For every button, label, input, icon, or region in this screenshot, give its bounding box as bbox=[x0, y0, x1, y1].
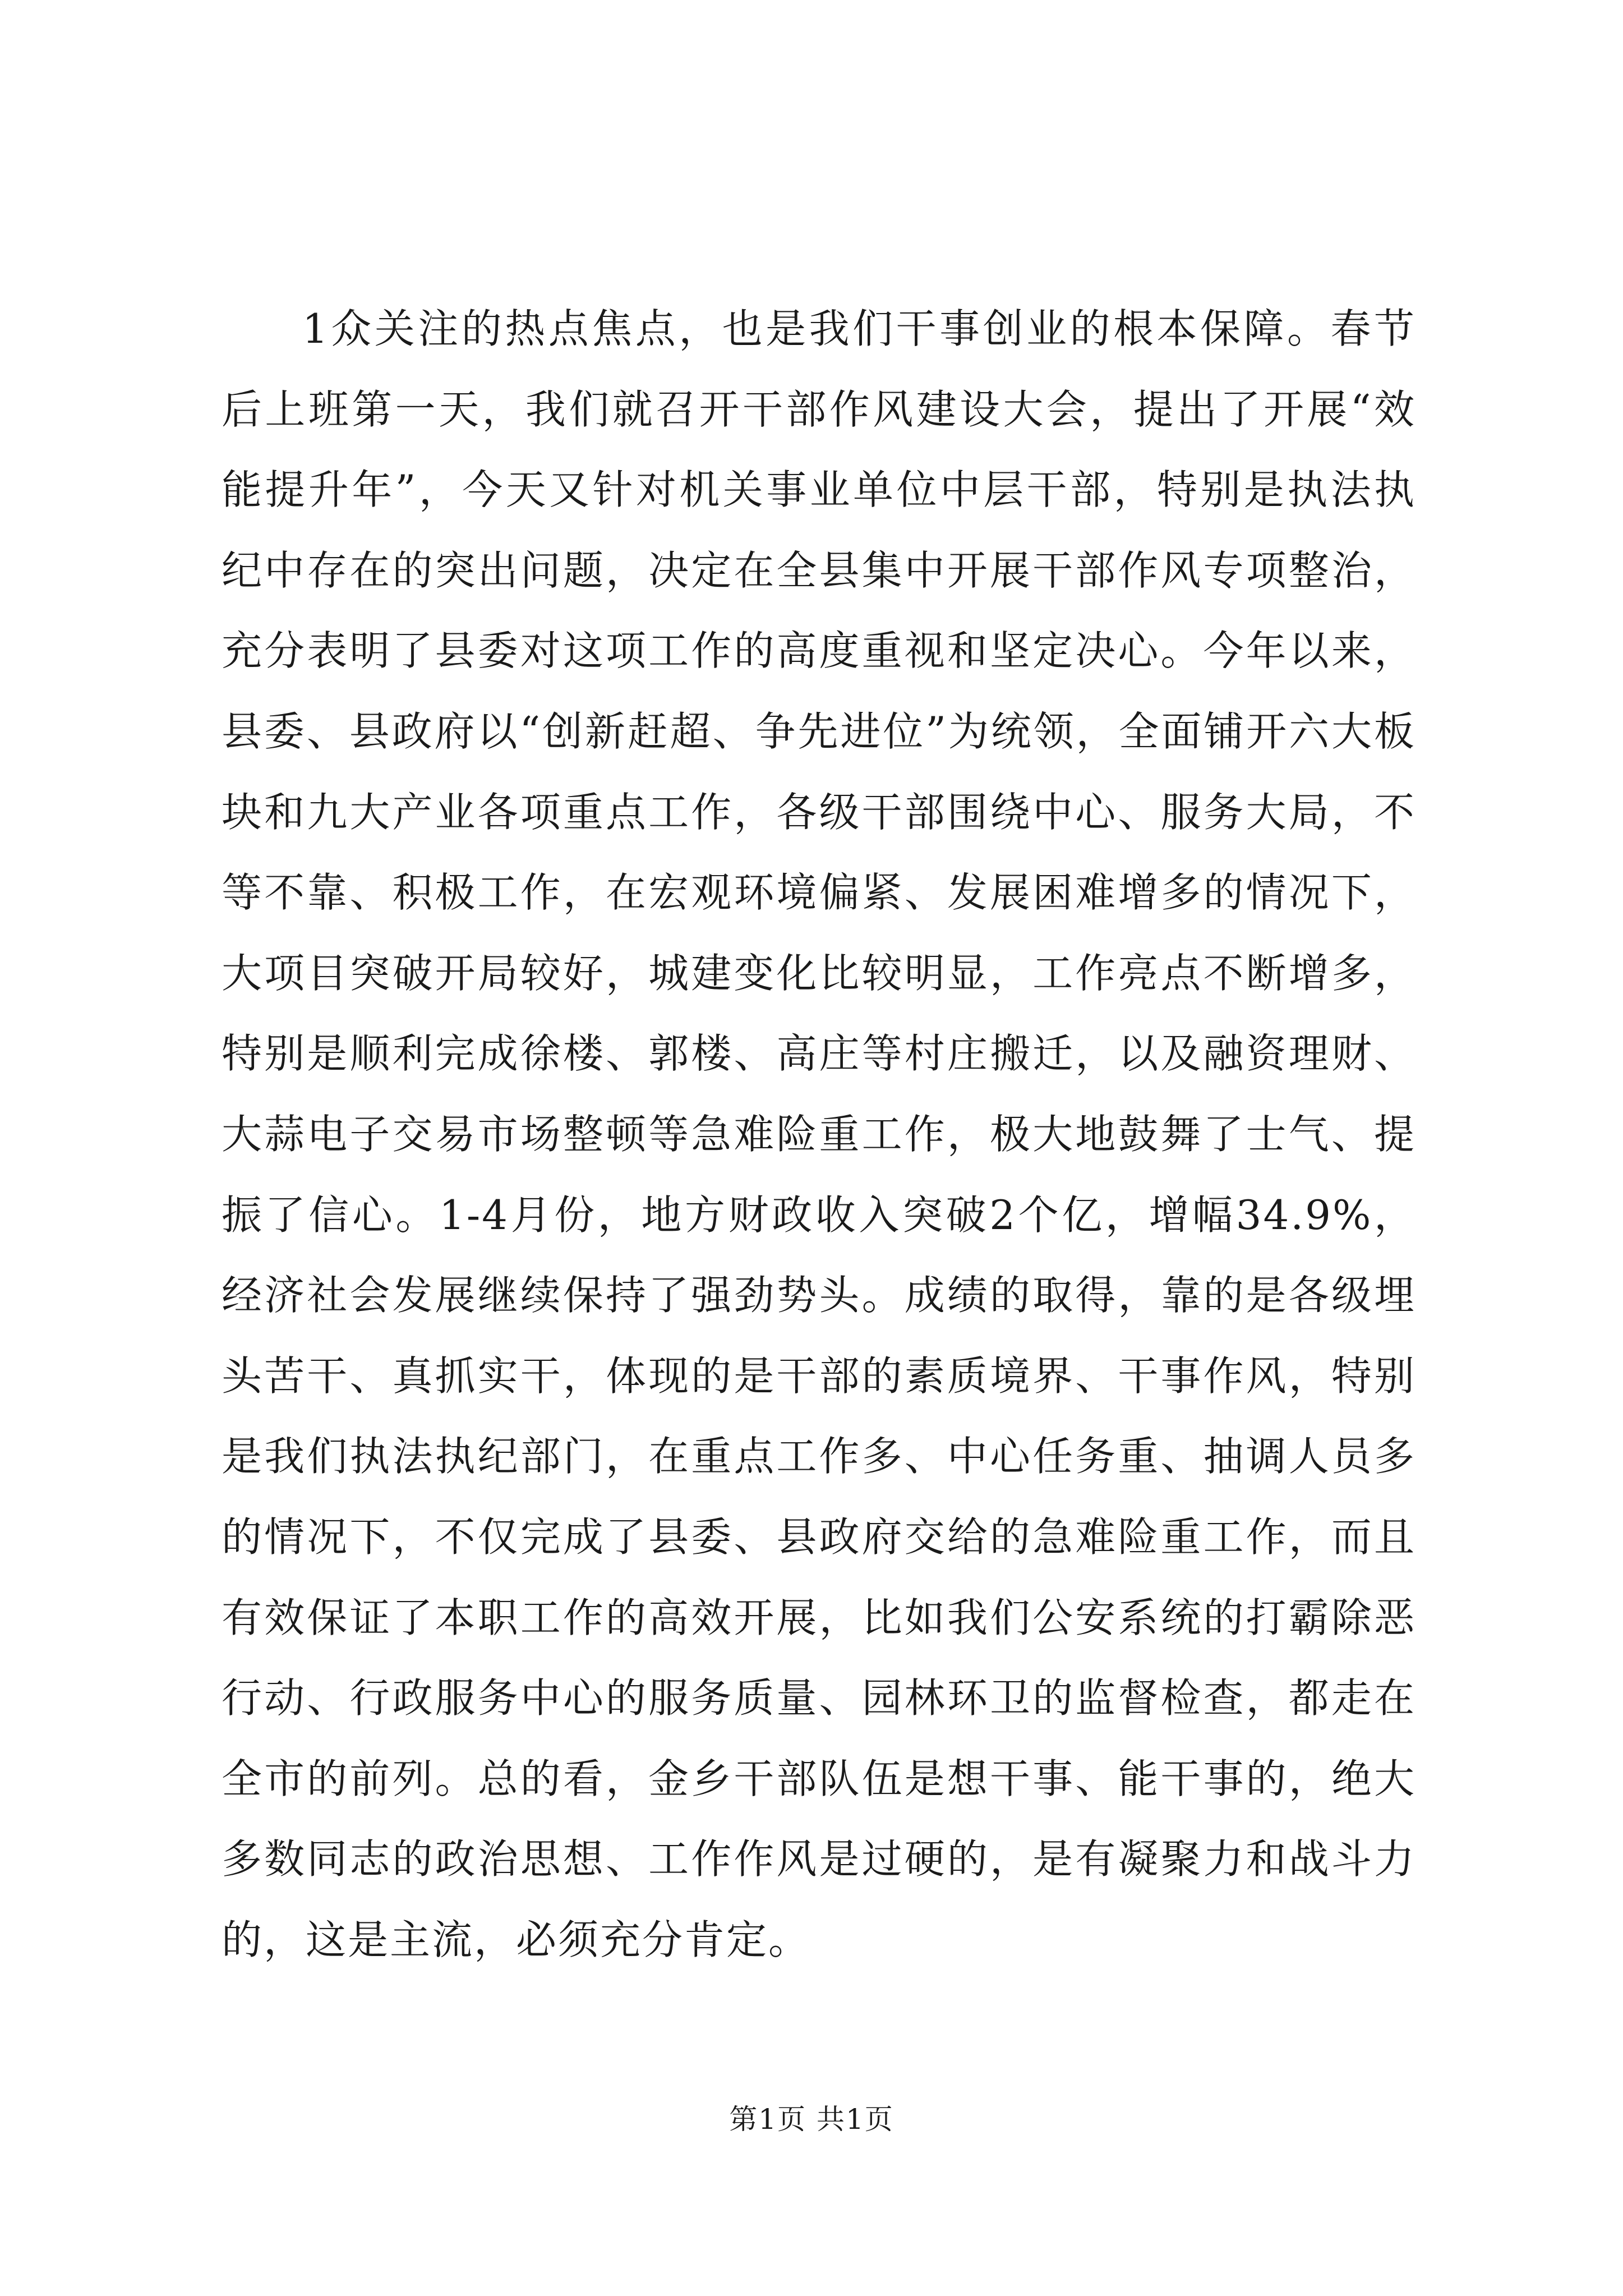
page-footer: 第1页 共1页 bbox=[729, 2103, 894, 2136]
body-paragraph: 1众关注的热点焦点，也是我们干事创业的根本保障。春节后上班第一天，我们就召开干部作风建设大会，提出了开展“效能提升年”，今天又针对机关事业单位中层干部，特别是执法执纪中存在的突出问题，决定在全县集中开展干部作风专项整治，充分表明了县委对这项工作的高度重视和坚定决心。今年以来，县委、县政府以“创新赶超、争先进位”为统领，全面铺开六大板块和九大产业各项重点工作，各级干部围绕中心、服务大局，不等不靠、积极工作，在宏观环境偏紧、发展困难增多的情况下，大项目突破开局较好，城建变化比较明显，工作亮点不断增多，特别是顺利完成徐楼、郭楼、高庄等村庄搬迁，以及融资理财、大蒜电子交易市场整顿等急难险重工作，极大地鼓舞了士气、提振了信心。1-4月份，地方财政收入突破2个亿，增幅34.9%，经济社会发展继续保持了强劲势头。成绩的取得，靠的是各级埋头苦干、真抓实干，体现的是干部的素质境界、干事作风，特别是我们执法执纪部门，在重点工作多、中心任务重、抽调人员多的情况下，不仅完成了县委、县政府交给的急难险重工作，而且有效保证了本职工作的高效开展，比如我们公安系统的打霸除恶行动、行政服务中心的服务质量、园林环卫的监督检查，都走在全市的前列。总的看，金乡干部队伍是想干事、能干事的，绝大多数同志的政治思想、工作作风是过硬的，是有凝聚力和战斗力的，这是主流，必须充分肯定。 bbox=[222, 305, 1416, 1963]
